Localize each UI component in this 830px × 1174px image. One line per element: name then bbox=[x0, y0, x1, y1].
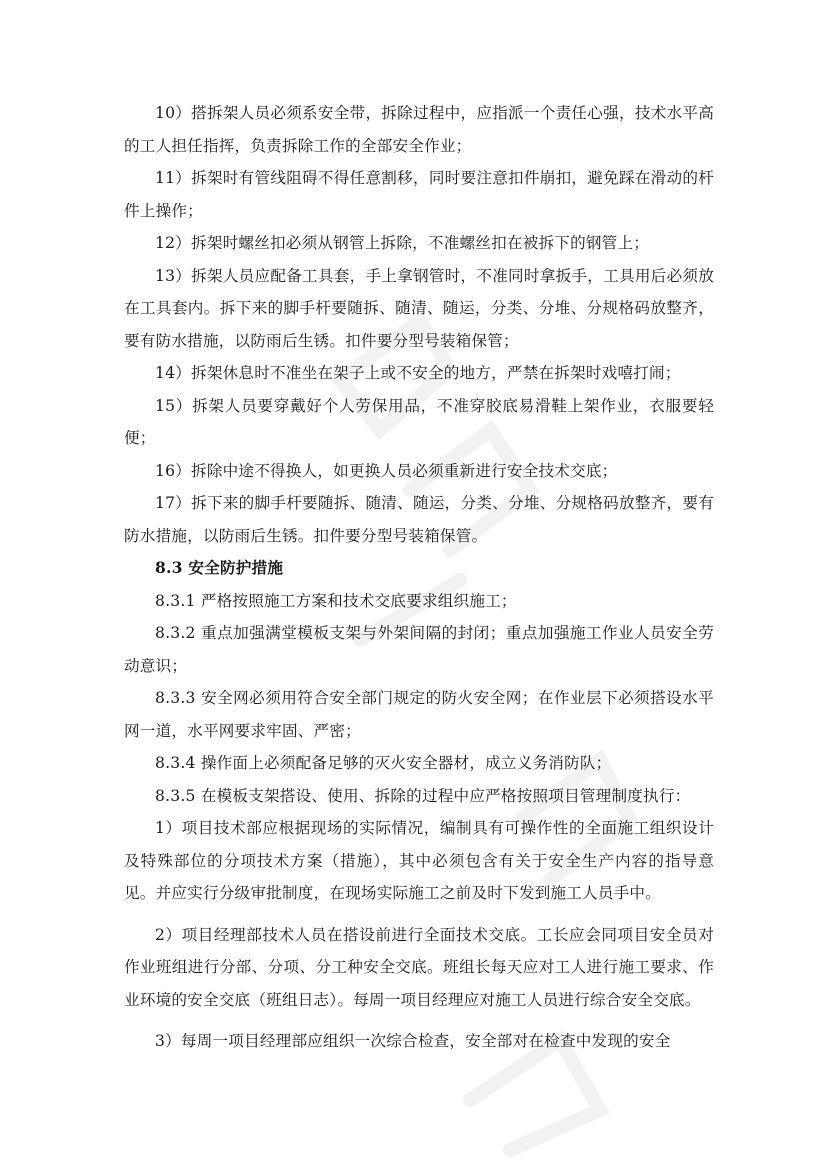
paragraph: 10）搭拆架人员必须系安全带，拆除过程中，应指派一个责任心强，技术水平高的工人担任指挥，负责拆除工作的全部安全作业； bbox=[124, 104, 714, 155]
paragraph: 14）拆架休息时不准坐在架子上或不安全的地方，严禁在拆架时戏嘻打闹； bbox=[155, 364, 681, 382]
paragraph: 11）拆架时有管线阻碍不得任意割移，同时要注意扣件崩扣，避免踩在滑动的杆件上操作； bbox=[124, 169, 714, 220]
paragraph: 8.3.4 操作面上必须配备足够的灭火安全器材，成立义务消防队； bbox=[155, 754, 612, 772]
paragraph: 8.3.1 严格按照施工方案和技术交底要求组织施工； bbox=[155, 591, 517, 610]
paragraph: 1）项目技术部应根据现场的实际情况，编制具有可操作性的全面施工组织设计及特殊部位的分项技术方案（措施），其中必须包含有关于安全生产内容的指导意见。并应实行分级审批制度，在现场实际施工之前及时下发到施工人员手中。 bbox=[124, 819, 714, 902]
document-body bbox=[124, 97, 714, 1058]
paragraph-spacer bbox=[124, 1016, 714, 1025]
paragraph: 3）每周一项目经理部应组织一次综合检查，安全部对在检查中发现的安全 bbox=[155, 1032, 671, 1050]
paragraph-spacer bbox=[124, 910, 714, 919]
paragraph: 16）拆除中途不得换人，如更换人员必须重新进行安全技术交底； bbox=[155, 461, 618, 480]
paragraph: 2）项目经理部技术人员在搭设前进行全面技术交底。工长应会同项目安全员对作业班组进行分部、分项、分工种安全交底。班组长每天应对工人进行施工要求、作业环境的安全交底（班组日志）。每周一项目经理应对施工人员进行综合安全交底。 bbox=[124, 925, 714, 1009]
paragraph: 8.3.3 安全网必须用符合安全部门规定的防火安全网；在作业层下必须搭设水平网一道，水平网要求牢固、严密； bbox=[124, 689, 714, 740]
paragraph: 13）拆架人员应配备工具套，手上拿钢管时，不准同时拿扳手，工具用后必须放在工具套内。拆下来的脚手杆要随拆、随清、随运，分类、分堆、分规格码放整齐，要有防水措施，以防雨后生锈。扣件要分型号装箱保管； bbox=[124, 266, 714, 350]
paragraph: 15）拆架人员要穿戴好个人劳保用品，不准穿胶底易滑鞋上架作业，衣服要轻便； bbox=[124, 396, 714, 447]
paragraph: 12）拆架时螺丝扣必须从钢管上拆除，不准螺丝扣在被拆下的钢管上； bbox=[155, 234, 650, 252]
paragraph: 17）拆下来的脚手杆要随拆、随清、随运，分类、分堆、分规格码放整齐，要有防水措施，以防雨后生锈。扣件要分型号装箱保管。 bbox=[124, 494, 714, 545]
paragraph: 8.3.2 重点加强满堂模板支架与外架间隔的封闭；重点加强施工作业人员安全劳动意识； bbox=[124, 624, 714, 675]
section-heading: 8.3 安全防护措施 bbox=[155, 558, 284, 577]
paragraph: 8.3.5 在模板支架搭设、使用、拆除的过程中应严格按照项目管理制度执行： bbox=[155, 786, 691, 805]
